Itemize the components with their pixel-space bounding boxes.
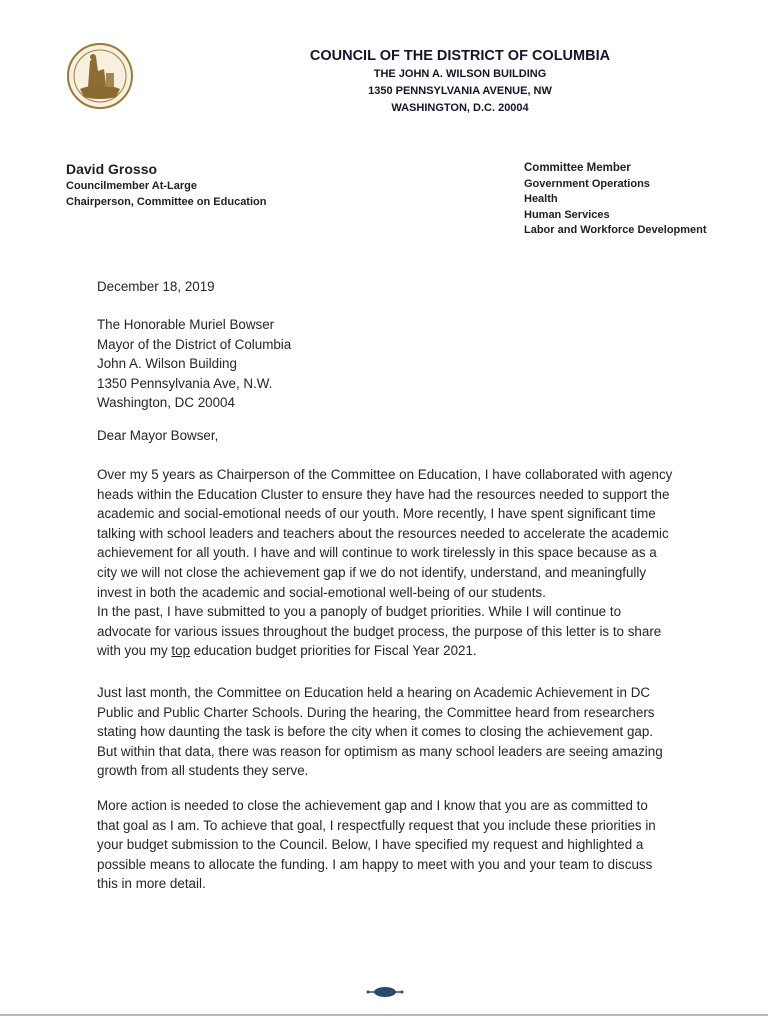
paragraph-3	[97, 683, 663, 781]
committee-item: Labor and Workforce Development	[524, 224, 707, 236]
text-line: More action is needed to close the achievement gap and I know that you are as committed to	[97, 798, 648, 813]
letterhead-street: 1350 PENNSYLVANIA AVENUE, NW	[368, 85, 552, 97]
text-line: possible means to allocate the funding. I am happy to meet with you and your team to discuss	[97, 856, 653, 872]
paragraph-4	[97, 796, 656, 894]
text-line: advocate for various issues throughout the budget process, the purpose of this letter is to share	[97, 623, 662, 639]
committee-item: Human Services	[524, 209, 610, 221]
salutation: Dear Mayor Bowser,	[97, 428, 219, 443]
footer-divider	[0, 1014, 768, 1016]
text-line: that goal as I am. To achieve that goal, I respectfully request that you include these priorities in	[97, 817, 656, 833]
text-line: stating how daunting the task is before the city when it comes to closing the achievement gap.	[97, 724, 654, 740]
text-segment: education budget priorities for Fiscal Year 2021.	[190, 643, 477, 659]
address-line: Washington, DC 20004	[97, 395, 235, 411]
text-line: Just last month, the Committee on Education held a hearing on Academic Achievement in DC	[97, 685, 651, 700]
text-line: heads within the Education Cluster to ensure they have had the resources needed to support the	[97, 486, 670, 502]
text-line: academic and social-emotional needs of our youth. More recently, I have spent significant time	[97, 506, 656, 522]
recipient-address	[97, 315, 291, 413]
underlined-emphasis: top	[171, 643, 191, 659]
address-line: The Honorable Muriel Bowser	[97, 317, 275, 332]
address-line: 1350 Pennsylvania Ave, N.W.	[97, 375, 273, 391]
letterhead-building: THE JOHN A. WILSON BUILDING	[373, 68, 547, 80]
text-line: city we will not close the achievement gap if we do not identify, understand, and meaningfully	[97, 564, 647, 580]
text-line: this in more detail.	[97, 876, 206, 892]
letterhead-city: WASHINGTON, D.C. 20004	[391, 102, 529, 114]
text-line: your budget submission to the Council. Below, I have specified my request and highlighted a	[97, 837, 644, 853]
page-ornament-icon	[366, 985, 404, 999]
text-line	[97, 641, 661, 661]
address-line: John A. Wilson Building	[97, 356, 237, 372]
text-line: invest in both the academic and social-emotional well-being of our students.	[97, 584, 546, 600]
sender-name: David Grosso	[66, 161, 158, 177]
letterhead-title: COUNCIL OF THE DISTRICT OF COLUMBIA	[309, 48, 611, 64]
letter-date: December 18, 2019	[97, 279, 215, 294]
committee-item: Government Operations	[524, 178, 650, 190]
text-line: achievement for all youth. I have and will continue to work tirelessly in this space because as a	[97, 545, 657, 561]
committee-heading: Committee Member	[524, 162, 631, 174]
text-line: talking with school leaders and teachers about the resources needed to accelerate the academic	[97, 525, 669, 541]
text-line: In the past, I have submitted to you a panoply of budget priorities. While I will continue to	[97, 604, 622, 619]
council-seal-logo	[66, 41, 134, 111]
text-line: Public and Public Charter Schools. During the hearing, the Committee heard from researchers	[97, 704, 655, 720]
paragraph-2	[97, 602, 661, 661]
text-segment: with you my	[97, 643, 172, 659]
committee-item: Health	[524, 193, 558, 205]
address-line: Mayor of the District of Columbia	[97, 336, 292, 352]
paragraph-1	[97, 465, 672, 602]
text-line: growth from all students they serve.	[97, 763, 309, 779]
sender-title: Councilmember At-Large	[66, 180, 198, 192]
sender-title: Chairperson, Committee on Education	[66, 196, 267, 208]
text-line: Over my 5 years as Chairperson of the Committee on Education, I have collaborated with agency	[97, 467, 673, 482]
text-line: But within that data, there was reason for optimism as many school leaders are seeing amazing	[97, 743, 663, 759]
